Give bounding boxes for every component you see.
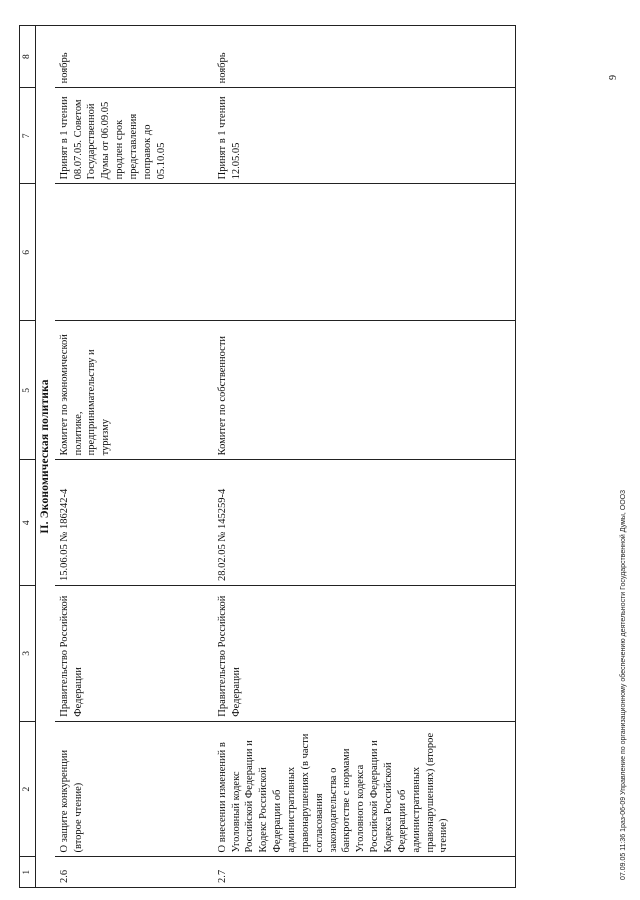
column-number: 4 [20,460,36,586]
column-number: 3 [20,585,36,721]
bill-initiator: Правительство Российской Федерации [55,585,213,721]
row-number: 2.7 [213,857,516,888]
table-row [55,26,213,888]
section-heading-row [35,26,55,888]
column-number: 1 [20,857,36,888]
bill-initiator: Правительство Российской Федерации [213,585,516,721]
planned-month: ноябрь [213,26,516,88]
bill-status: Принят в 1 чтении 08.07.05. Советом Государственной Думы от 06.09.05 продлен срок представления поправок до 05.10.05 [55,88,213,184]
column-number: 7 [20,88,36,184]
responsible-committee: Комитет по экономической политике, предпринимательству и туризму [55,321,213,460]
responsible-committee: Комитет по собственности [213,321,516,460]
column-number: 6 [20,184,36,321]
bill-registration: 28.02.05 № 145259-4 [213,460,516,586]
table-row [213,26,516,888]
column-number-row [20,26,36,888]
column-number: 5 [20,321,36,460]
column-number: 8 [20,26,36,88]
page-number: 9 [608,75,619,80]
row-number: 2.6 [55,857,213,888]
bill-title: О внесении изменений в Уголовный кодекс Российской Федерации и Кодекс Российской Федерации об административных правонарушениях (в части согласования законодательства о банкротстве с нормами Уголовного кодекса Российской Федерации и Кодекса Российской Федерации об административных правонарушениях) (второе чтение) [213,721,516,857]
bill-registration: 15.06.05 № 186242-4 [55,460,213,586]
column-6-cell [55,184,213,321]
legislation-plan-table [19,25,516,888]
bill-title: О защите конкуренции (второе чтение) [55,721,213,857]
footer-note: 07.09.05 11:36 1раз-06-09 Управление по организационному обеспечению деятельности Государственной Думы, ООО3 [620,490,627,880]
section-title: II. Экономическая политика [35,26,55,888]
column-number: 2 [20,721,36,857]
column-6-cell [213,184,516,321]
planned-month: ноябрь [55,26,213,88]
bill-status: Принят в 1 чтении 12.05.05 [213,88,516,184]
